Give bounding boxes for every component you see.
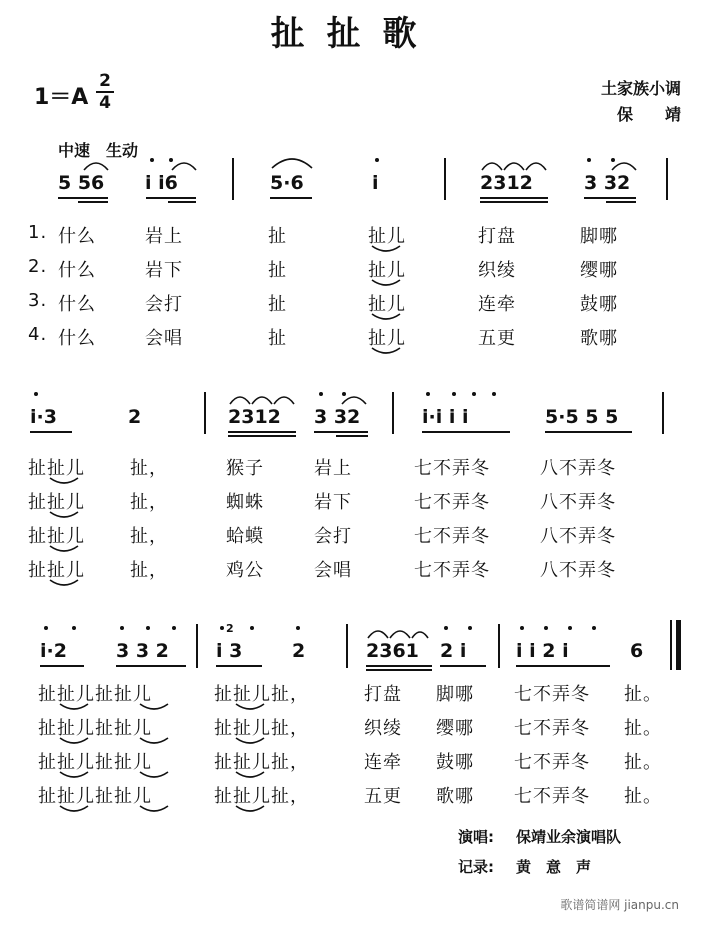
lyric: 七不弄冬 [514, 752, 590, 773]
lyric: 扯儿 [368, 328, 406, 349]
lyric: 扯 [268, 328, 287, 349]
lyric: 八不弄冬 [540, 458, 616, 479]
lyric: 缨哪 [580, 260, 618, 281]
lyric: 会唱 [145, 328, 183, 349]
lyric: 扯， [130, 492, 168, 513]
lyric: 歌哪 [580, 328, 618, 349]
lyric: 会打 [314, 526, 352, 547]
lyric: 扯儿 [368, 226, 406, 247]
lyric: 连牵 [364, 752, 402, 773]
singer-label: 演唱: [458, 828, 494, 846]
lyric: 扯。 [624, 752, 662, 773]
lyric: 扯。 [624, 786, 662, 807]
verse-number: 1. [28, 222, 48, 243]
lyric: 鸡公 [226, 560, 264, 581]
lyric: 七不弄冬 [414, 492, 490, 513]
note-group: 3 32 [584, 172, 631, 194]
lyric: 岩下 [145, 260, 183, 281]
recorder-label: 记录: [458, 858, 494, 876]
lyric: 猴子 [226, 458, 264, 479]
lyric: 扯。 [624, 684, 662, 705]
lyric: 八不弄冬 [540, 492, 616, 513]
note-group: 3 3 2 [116, 640, 169, 662]
lyric: 织绫 [478, 260, 516, 281]
lyric: 扯扯儿扯， [214, 684, 309, 705]
verse-number: 4. [28, 324, 48, 345]
lyric: 扯扯儿扯扯儿 [38, 752, 152, 773]
lyric: 鼓哪 [436, 752, 474, 773]
lyric: 扯扯儿 [28, 458, 85, 479]
note-group: i [372, 172, 379, 194]
lyric: 扯， [130, 458, 168, 479]
verse-number: 3. [28, 290, 48, 311]
note-group: 5 56 [58, 172, 105, 194]
lyric: 什么 [58, 260, 96, 281]
note-group: i·3 [30, 406, 57, 428]
lyric: 七不弄冬 [514, 684, 590, 705]
lyric: 歌哪 [436, 786, 474, 807]
lyric: 脚哪 [580, 226, 618, 247]
lyric: 蜘蛛 [226, 492, 264, 513]
lyric: 扯扯儿 [28, 526, 85, 547]
lyric: 什么 [58, 328, 96, 349]
lyric: 蛤蟆 [226, 526, 264, 547]
lyric: 扯扯儿 [28, 560, 85, 581]
lyric: 鼓哪 [580, 294, 618, 315]
recorder-name: 黄 意 声 [516, 858, 592, 876]
source-place: 保 靖 [616, 105, 681, 124]
lyric: 岩上 [314, 458, 352, 479]
lyric: 扯扯儿扯扯儿 [38, 786, 152, 807]
note-group: 2361 [366, 640, 419, 662]
note-group: i·2 [40, 640, 67, 662]
tempo-marking: 中速 生动 [58, 141, 139, 160]
lyric: 八不弄冬 [540, 526, 616, 547]
lyric: 会打 [145, 294, 183, 315]
lyric: 八不弄冬 [540, 560, 616, 581]
lyric: 扯扯儿扯， [214, 786, 309, 807]
lyric: 扯儿 [368, 294, 406, 315]
note-group: 5·6 [270, 172, 304, 194]
note-group: 2312 [228, 406, 281, 428]
lyric: 连牵 [478, 294, 516, 315]
lyric: 扯。 [624, 718, 662, 739]
note-group: 2 i [440, 640, 467, 662]
singer-name: 保靖业余演唱队 [516, 828, 622, 846]
lyric: 打盘 [364, 684, 402, 705]
key-signature: 1＝A [34, 85, 89, 110]
lyric: 扯扯儿扯， [214, 718, 309, 739]
lyric: 缨哪 [436, 718, 474, 739]
note-group: i i6 [145, 172, 178, 194]
note-group: 2 [292, 640, 306, 662]
lyric: 扯扯儿扯扯儿 [38, 718, 152, 739]
song-title: 扯扯歌 [270, 14, 439, 54]
note-group: 6 [630, 640, 644, 662]
lyric: 扯扯儿扯扯儿 [38, 684, 152, 705]
lyric: 扯 [268, 294, 287, 315]
lyric: 扯 [268, 226, 287, 247]
note-group: 2312 [480, 172, 533, 194]
lyric: 七不弄冬 [514, 786, 590, 807]
lyric: 五更 [478, 328, 516, 349]
lyric: 扯扯儿扯， [214, 752, 309, 773]
lyric: 七不弄冬 [414, 458, 490, 479]
verse-number: 2. [28, 256, 48, 277]
grace-note: 2 [226, 622, 234, 635]
note-group: 2 [128, 406, 142, 428]
lyric: 扯， [130, 526, 168, 547]
time-top: 2 [99, 71, 111, 91]
lyric: 打盘 [478, 226, 516, 247]
lyric: 会唱 [314, 560, 352, 581]
time-bottom: 4 [99, 93, 111, 113]
lyric: 岩上 [145, 226, 183, 247]
note-group: 3 32 [314, 406, 361, 428]
lyric: 七不弄冬 [514, 718, 590, 739]
lyric: 七不弄冬 [414, 526, 490, 547]
lyric: 扯扯儿 [28, 492, 85, 513]
lyric: 脚哪 [436, 684, 474, 705]
lyric: 扯儿 [368, 260, 406, 281]
note-group: i 3 [216, 640, 243, 662]
lyric: 扯 [268, 260, 287, 281]
lyric: 扯， [130, 560, 168, 581]
watermark: 歌谱简谱网 jianpu.cn [560, 898, 679, 912]
lyric: 织绫 [364, 718, 402, 739]
lyric: 岩下 [314, 492, 352, 513]
source-genre: 土家族小调 [600, 79, 681, 98]
lyric: 什么 [58, 294, 96, 315]
lyric: 什么 [58, 226, 96, 247]
note-group: i i 2 i [516, 640, 569, 662]
note-group: 5·5 5 5 [545, 406, 619, 428]
note-group: i·i i i [422, 406, 469, 428]
lyric: 七不弄冬 [414, 560, 490, 581]
lyric: 五更 [364, 786, 402, 807]
